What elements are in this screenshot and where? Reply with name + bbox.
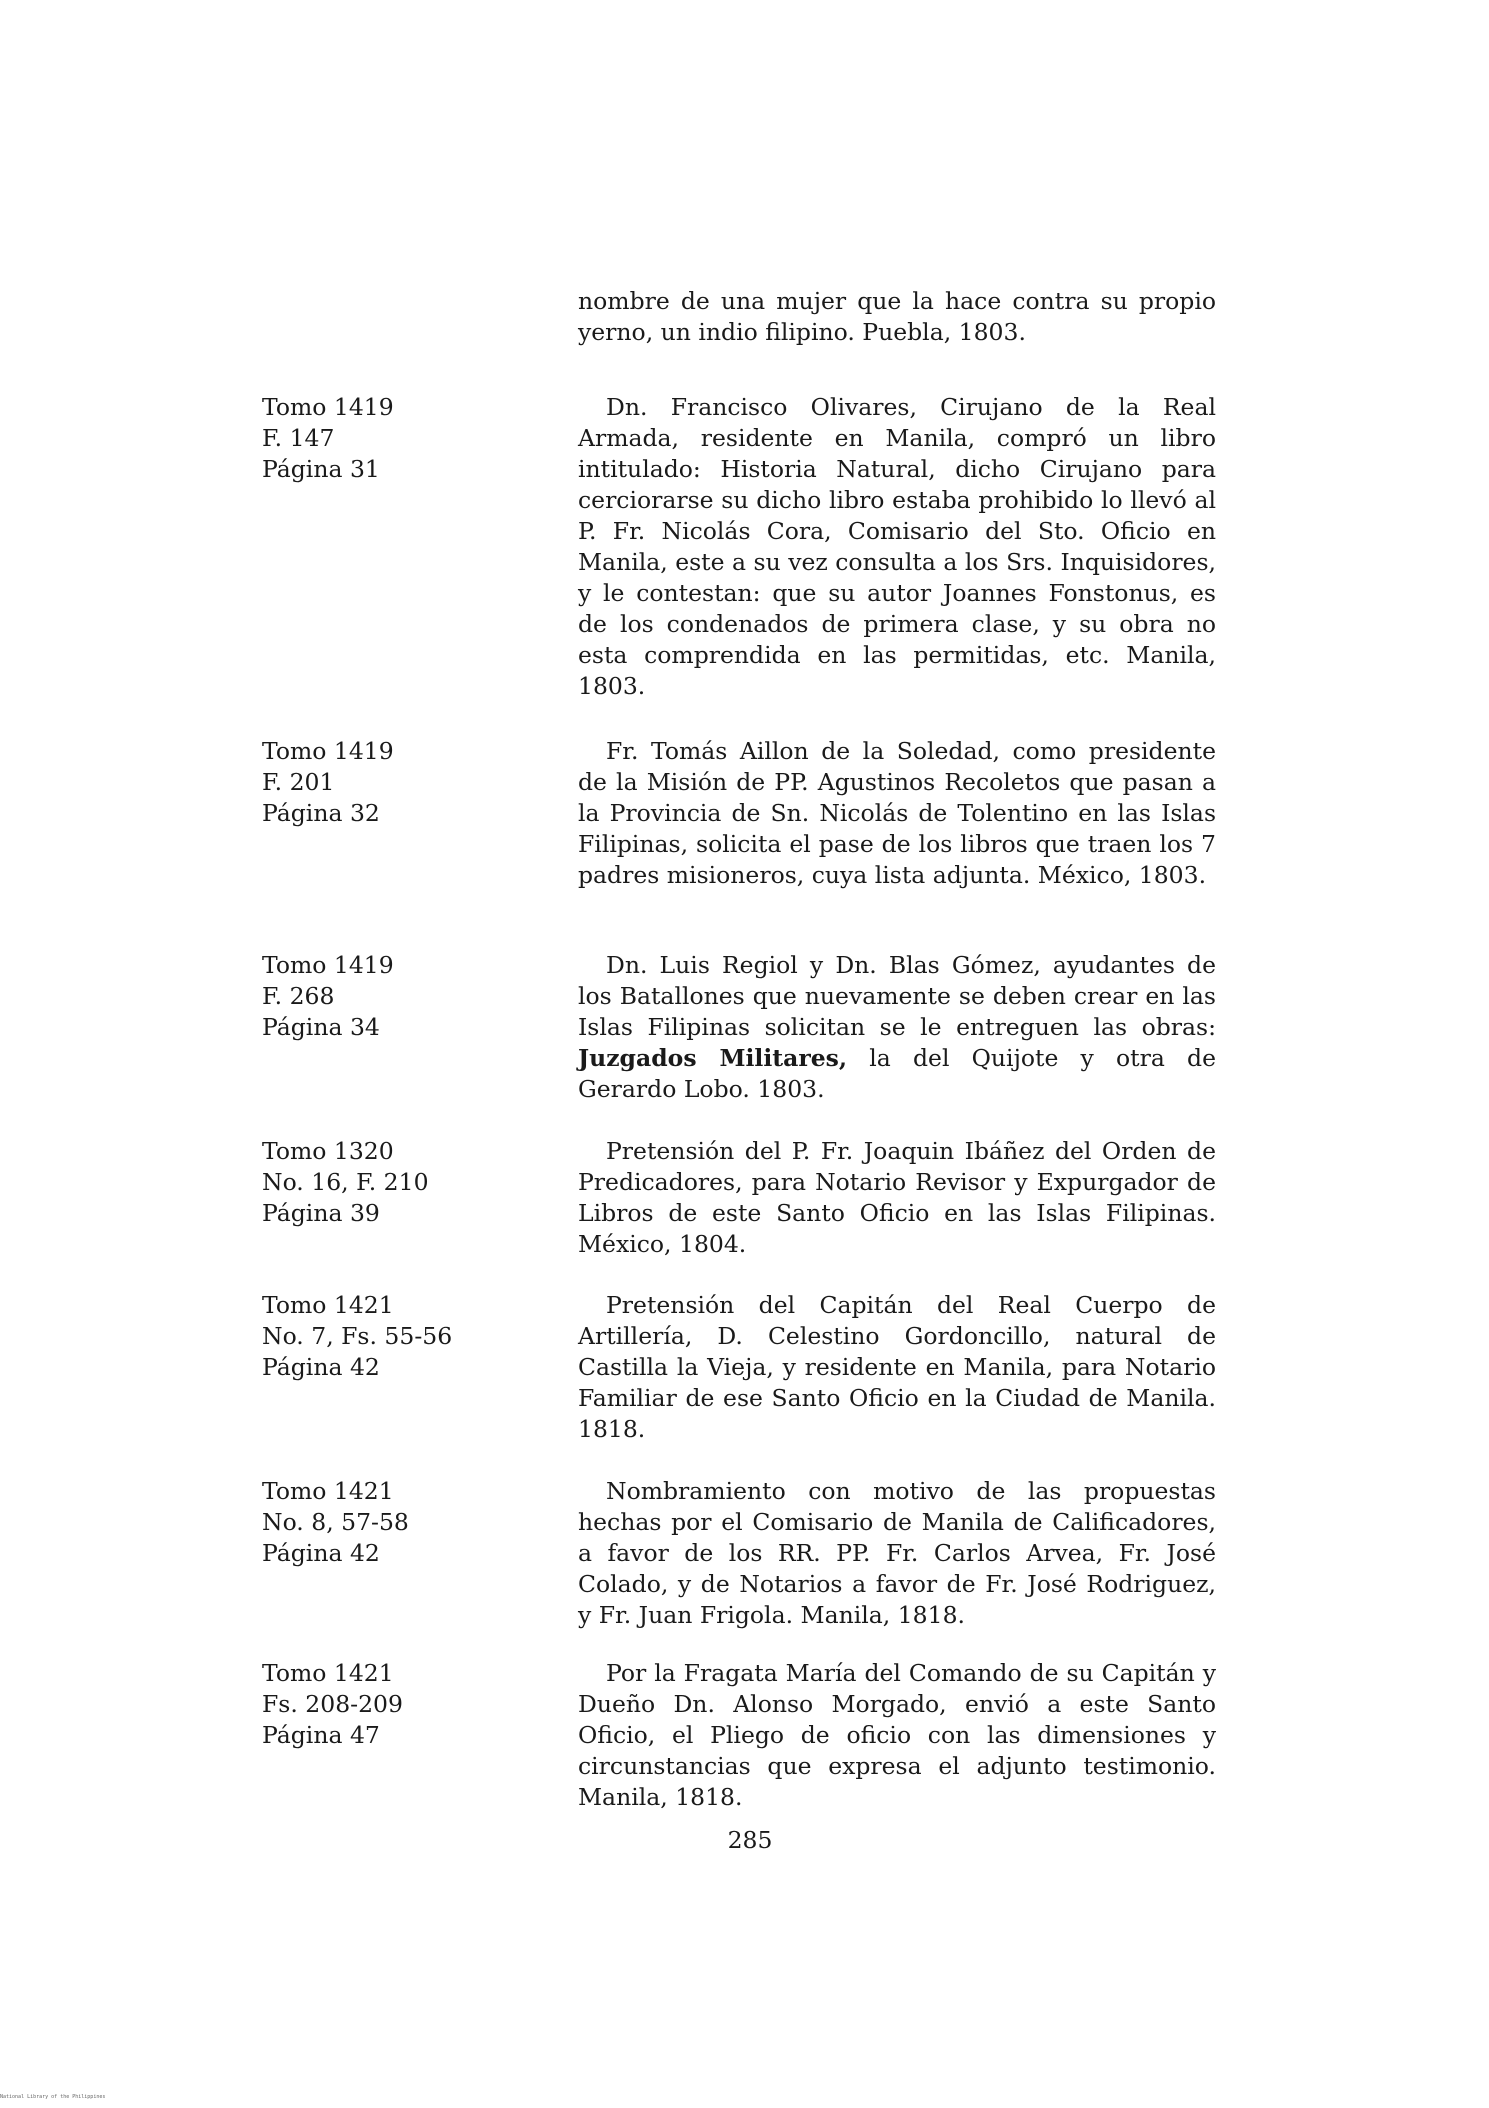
ref-tomo: Tomo 1421 <box>262 1659 394 1687</box>
ref-pagina: Página 34 <box>262 1013 380 1041</box>
entry-reference <box>262 1658 542 1751</box>
entry-description: Dn. Francisco Olivares, Cirujano de la Real Armada, residente en Manila, compró un libro intitulado: Historia Natural, dicho Cirujano para cerciorarse su dicho libro estaba prohibido lo llevó al P. Fr. Nicolás Cora, Comisario del Sto. Oficio en Manila, este a su vez consulta a los Srs. Inquisidores, y le contestan: que su autor Joannes Fonstonus, es de los condenados de primera clase, y su obra no esta comprendida en las permitidas, etc. Manila, 1803. <box>578 393 1216 700</box>
ref-tomo: Tomo 1419 <box>262 951 394 979</box>
entry-reference <box>262 950 542 1043</box>
ref-folio: No. 7, Fs. 55-56 <box>262 1322 453 1350</box>
ref-folio: No. 8, 57-58 <box>262 1508 409 1536</box>
entry-description: Pretensión del Capitán del Real Cuerpo de Artillería, D. Celestino Gordoncillo, natural de Castilla la Vieja, y residente en Manila, para Notario Familiar de ese Santo Oficio en la Ciudad de Manila. 1818. <box>578 1291 1216 1443</box>
ref-pagina: Página 42 <box>262 1539 380 1567</box>
entry-description: Pretensión del P. Fr. Joaquin Ibáñez del Orden de Predicadores, para Notario Revisor y Expurgador de Libros de este Santo Oficio en las Islas Filipinas. México, 1804. <box>578 1137 1216 1258</box>
ref-folio: Fs. 208-209 <box>262 1690 403 1718</box>
page-number: 285 <box>727 1826 773 1854</box>
ref-tomo: Tomo 1421 <box>262 1477 394 1505</box>
ref-tomo: Tomo 1421 <box>262 1291 394 1319</box>
ref-pagina: Página 32 <box>262 799 380 827</box>
ref-pagina: Página 42 <box>262 1353 380 1381</box>
entry-text-bold: Juzgados Militares, <box>578 1044 848 1072</box>
ref-pagina: Página 47 <box>262 1721 380 1749</box>
ref-tomo: Tomo 1419 <box>262 737 394 765</box>
entry-reference <box>262 736 542 829</box>
entry-reference <box>262 1476 542 1569</box>
ref-pagina: Página 39 <box>262 1199 380 1227</box>
entry-text-before: Dn. Luis Regiol y Dn. Blas Gómez, ayudantes de los Batallones que nuevamente se deben crear en las Islas Filipinas solicitan se le entreguen las obras: <box>578 951 1216 1041</box>
entry-text-after: la del Quijote y otra de Gerardo Lobo. 1803. <box>578 1044 1216 1103</box>
entry-description <box>578 950 1216 1105</box>
entry-reference <box>262 1290 542 1383</box>
entry-description: Nombramiento con motivo de las propuestas hechas por el Comisario de Manila de Calificadores, a favor de los RR. PP. Fr. Carlos Arvea, Fr. José Colado, y de Notarios a favor de Fr. José Rodriguez, y Fr. Juan Frigola. Manila, 1818. <box>578 1477 1216 1629</box>
intro-paragraph: nombre de una mujer que la hace contra su propio yerno, un indio filipino. Puebla, 1803. <box>578 287 1216 346</box>
ref-pagina: Página 31 <box>262 455 380 483</box>
ref-folio: F. 201 <box>262 768 335 796</box>
entry-reference <box>262 1136 542 1229</box>
ref-folio: F. 147 <box>262 424 335 452</box>
ref-tomo: Tomo 1419 <box>262 393 394 421</box>
entry-reference <box>262 392 542 485</box>
scan-footer: National Library of the Philippines <box>0 2094 106 2100</box>
ref-folio: F. 268 <box>262 982 335 1010</box>
entry-description: Por la Fragata María del Comando de su Capitán y Dueño Dn. Alonso Morgado, envió a este Santo Oficio, el Pliego de oficio con las dimensiones y circunstancias que expresa el adjunto testimonio. Manila, 1818. <box>578 1659 1216 1811</box>
ref-tomo: Tomo 1320 <box>262 1137 394 1165</box>
ref-folio: No. 16, F. 210 <box>262 1168 429 1196</box>
entry-description: Fr. Tomás Aillon de la Soledad, como presidente de la Misión de PP. Agustinos Recoletos que pasan a la Provincia de Sn. Nicolás de Tolentino en las Islas Filipinas, solicita el pase de los libros que traen los 7 padres misioneros, cuya lista adjunta. México, 1803. <box>578 737 1216 889</box>
